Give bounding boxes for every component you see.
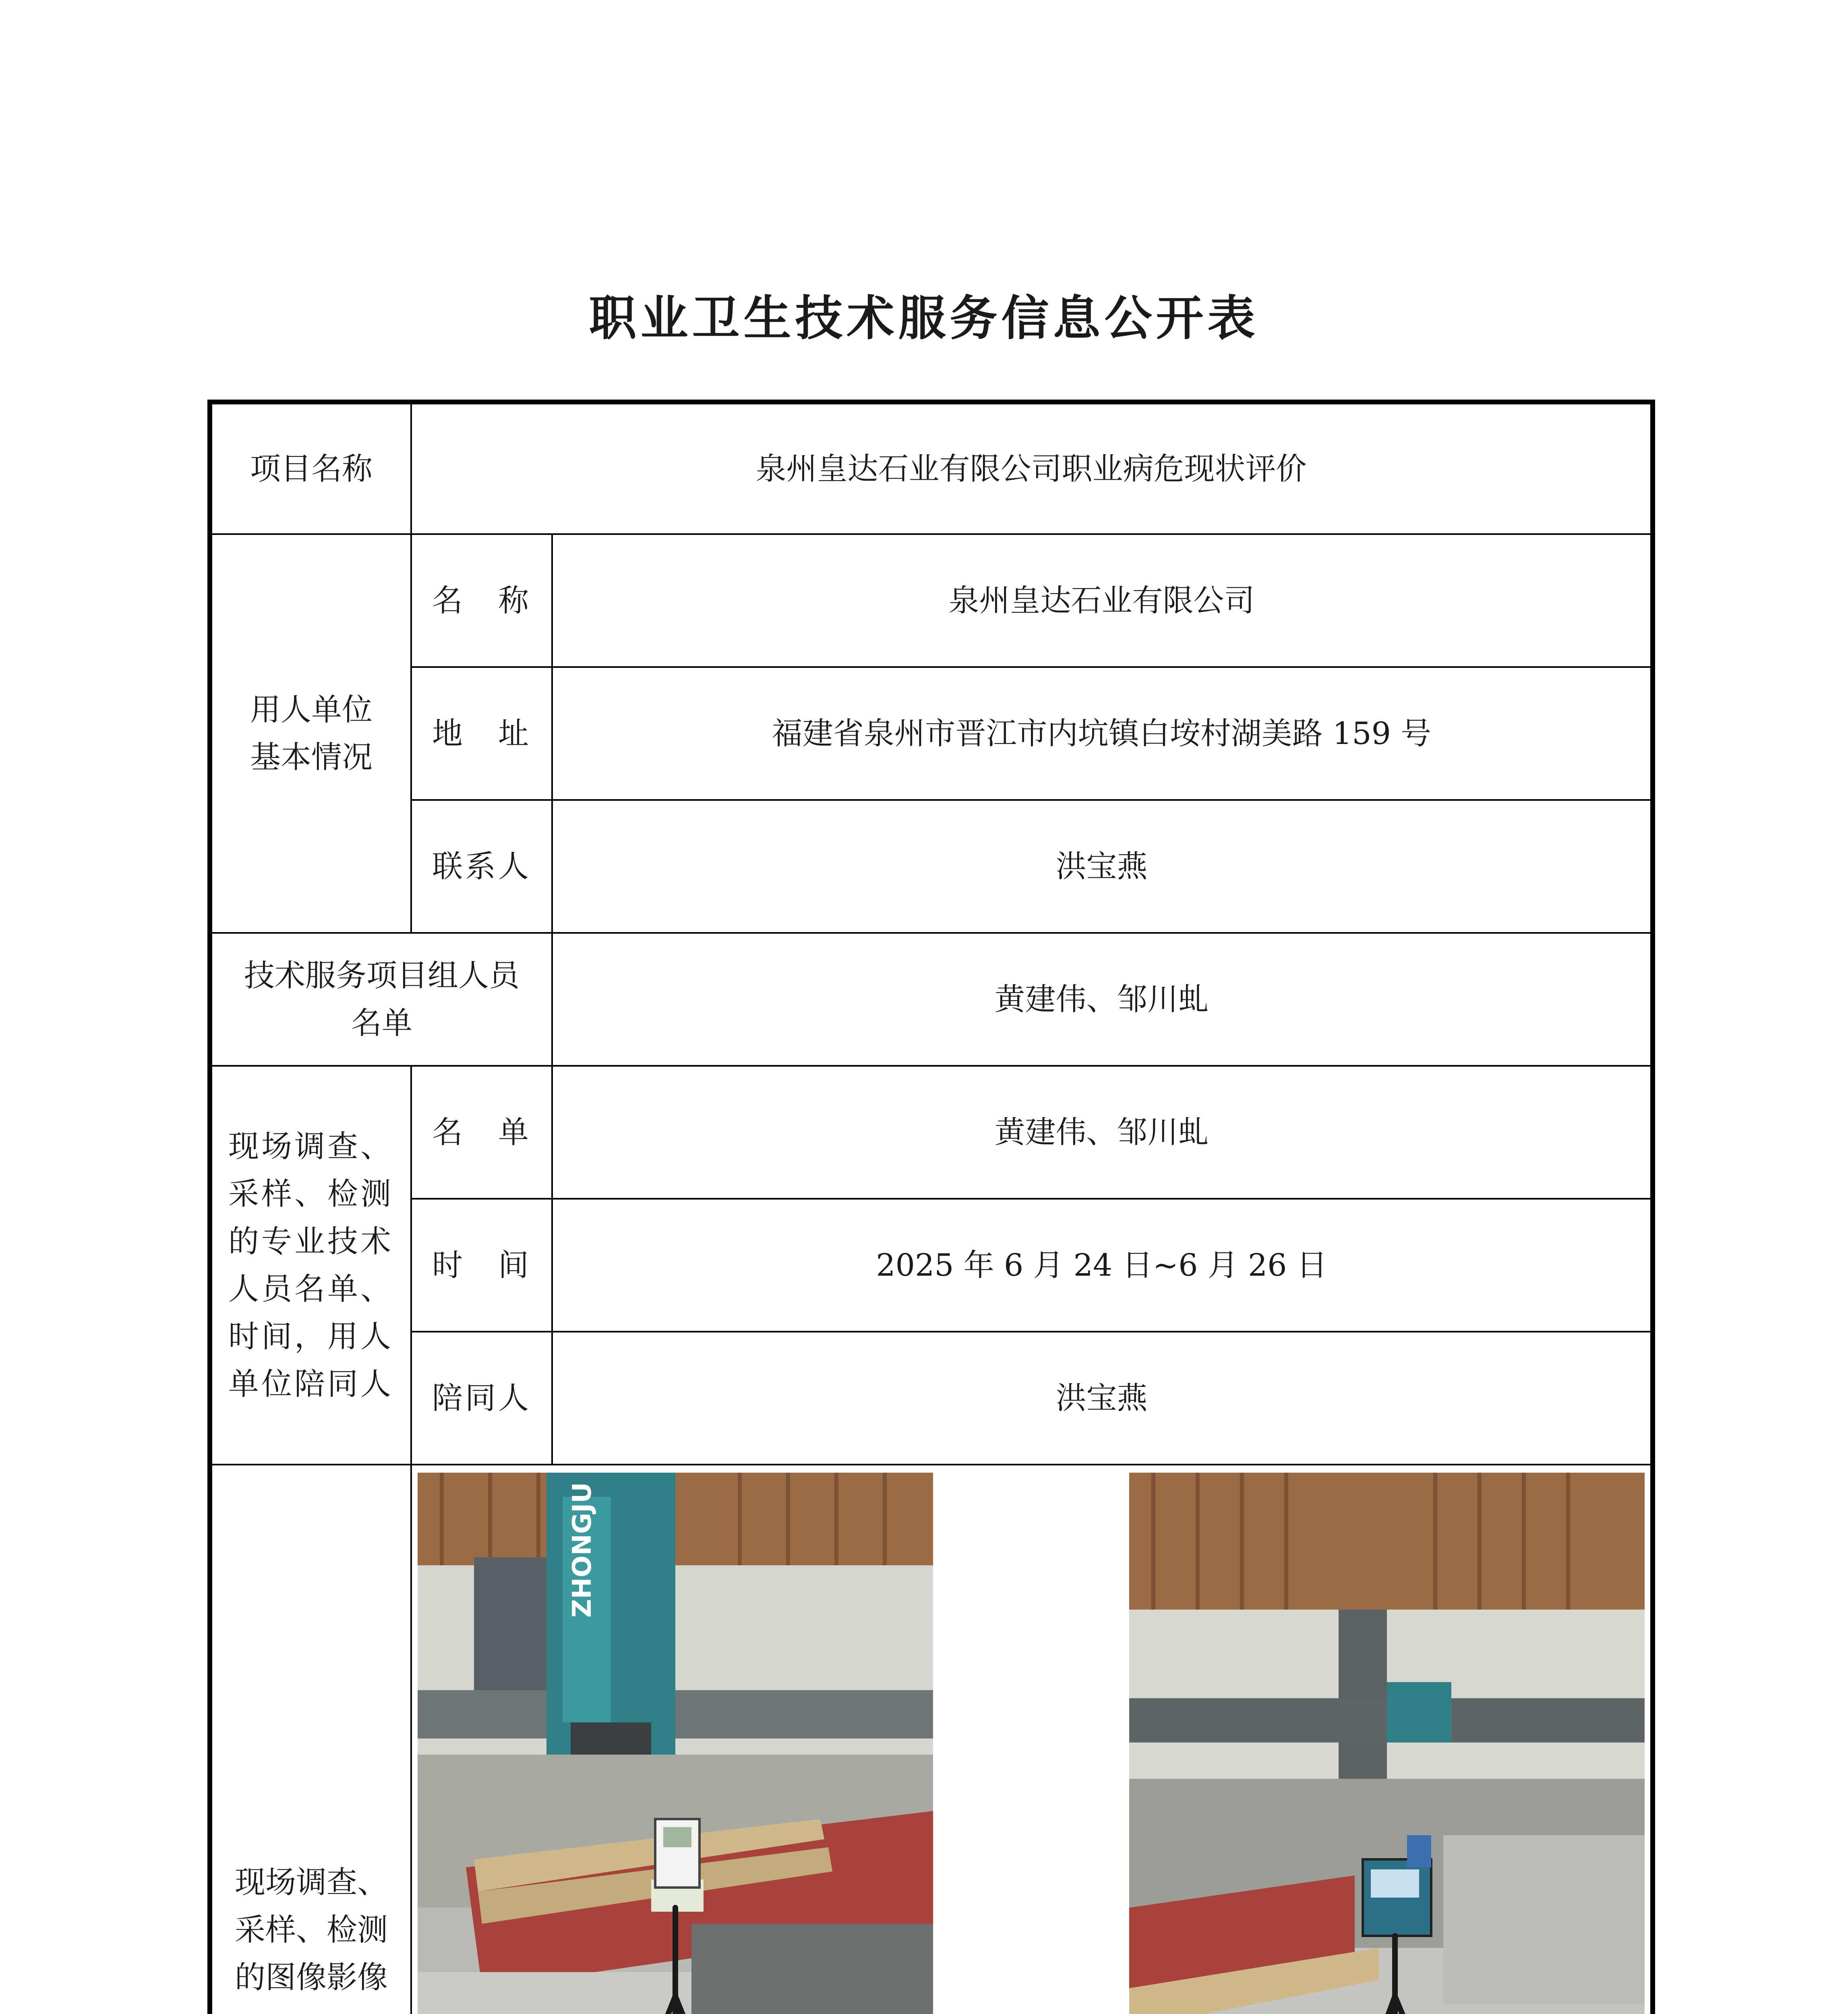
survey-escort-row <box>210 1332 1653 1465</box>
site-photo-dust-sampler <box>1129 1473 1645 2014</box>
employer-address-label: 地 址 <box>411 667 552 800</box>
page-title: 职业卫生技术服务信息公开表 <box>589 290 1259 346</box>
employer-label: 用人单位基本情况 <box>210 534 411 933</box>
info-table <box>207 400 1655 2014</box>
project-label: 项目名称 <box>210 402 411 534</box>
employer-name-label: 名 称 <box>411 534 552 667</box>
team-row <box>210 933 1653 1066</box>
employer-address-value: 福建省泉州市晋江市内坑镇白垵村湖美路 159 号 <box>552 667 1653 800</box>
survey-label: 现场调查、采样、检测的专业技术人员名单、时间，用人单位陪同人 <box>210 1066 411 1465</box>
employer-contact-label: 联系人 <box>411 800 552 933</box>
project-row <box>210 402 1653 534</box>
employer-address-row <box>210 667 1653 800</box>
employer-contact-value: 洪宝燕 <box>552 800 1653 933</box>
survey-list-value: 黄建伟、邹川虬 <box>552 1066 1653 1199</box>
survey-time-row <box>210 1199 1653 1332</box>
survey-list-row <box>210 1066 1653 1199</box>
project-value: 泉州皇达石业有限公司职业病危现状评价 <box>411 402 1653 534</box>
photo-brand-label: ZHONGJU <box>567 1482 597 1618</box>
images-label: 现场调查、采样、检测的图像影像 <box>210 1465 411 2014</box>
images-cell <box>411 1465 1653 2014</box>
survey-escort-label: 陪同人 <box>411 1332 552 1465</box>
employer-name-value: 泉州皇达石业有限公司 <box>552 534 1653 667</box>
survey-escort-value: 洪宝燕 <box>552 1332 1653 1465</box>
team-value: 黄建伟、邹川虬 <box>552 933 1653 1066</box>
survey-list-label: 名 单 <box>411 1066 552 1199</box>
team-label: 技术服务项目组人员名单 <box>210 933 552 1066</box>
survey-time-label: 时 间 <box>411 1199 552 1332</box>
photo-pair <box>418 1473 1645 2014</box>
employer-contact-row <box>210 800 1653 933</box>
employer-name-row <box>210 534 1653 667</box>
site-photo-noise-meter <box>418 1473 933 2014</box>
images-row <box>210 1465 1653 2014</box>
survey-time-value: 2025 年 6 月 24 日~6 月 26 日 <box>552 1199 1653 1332</box>
